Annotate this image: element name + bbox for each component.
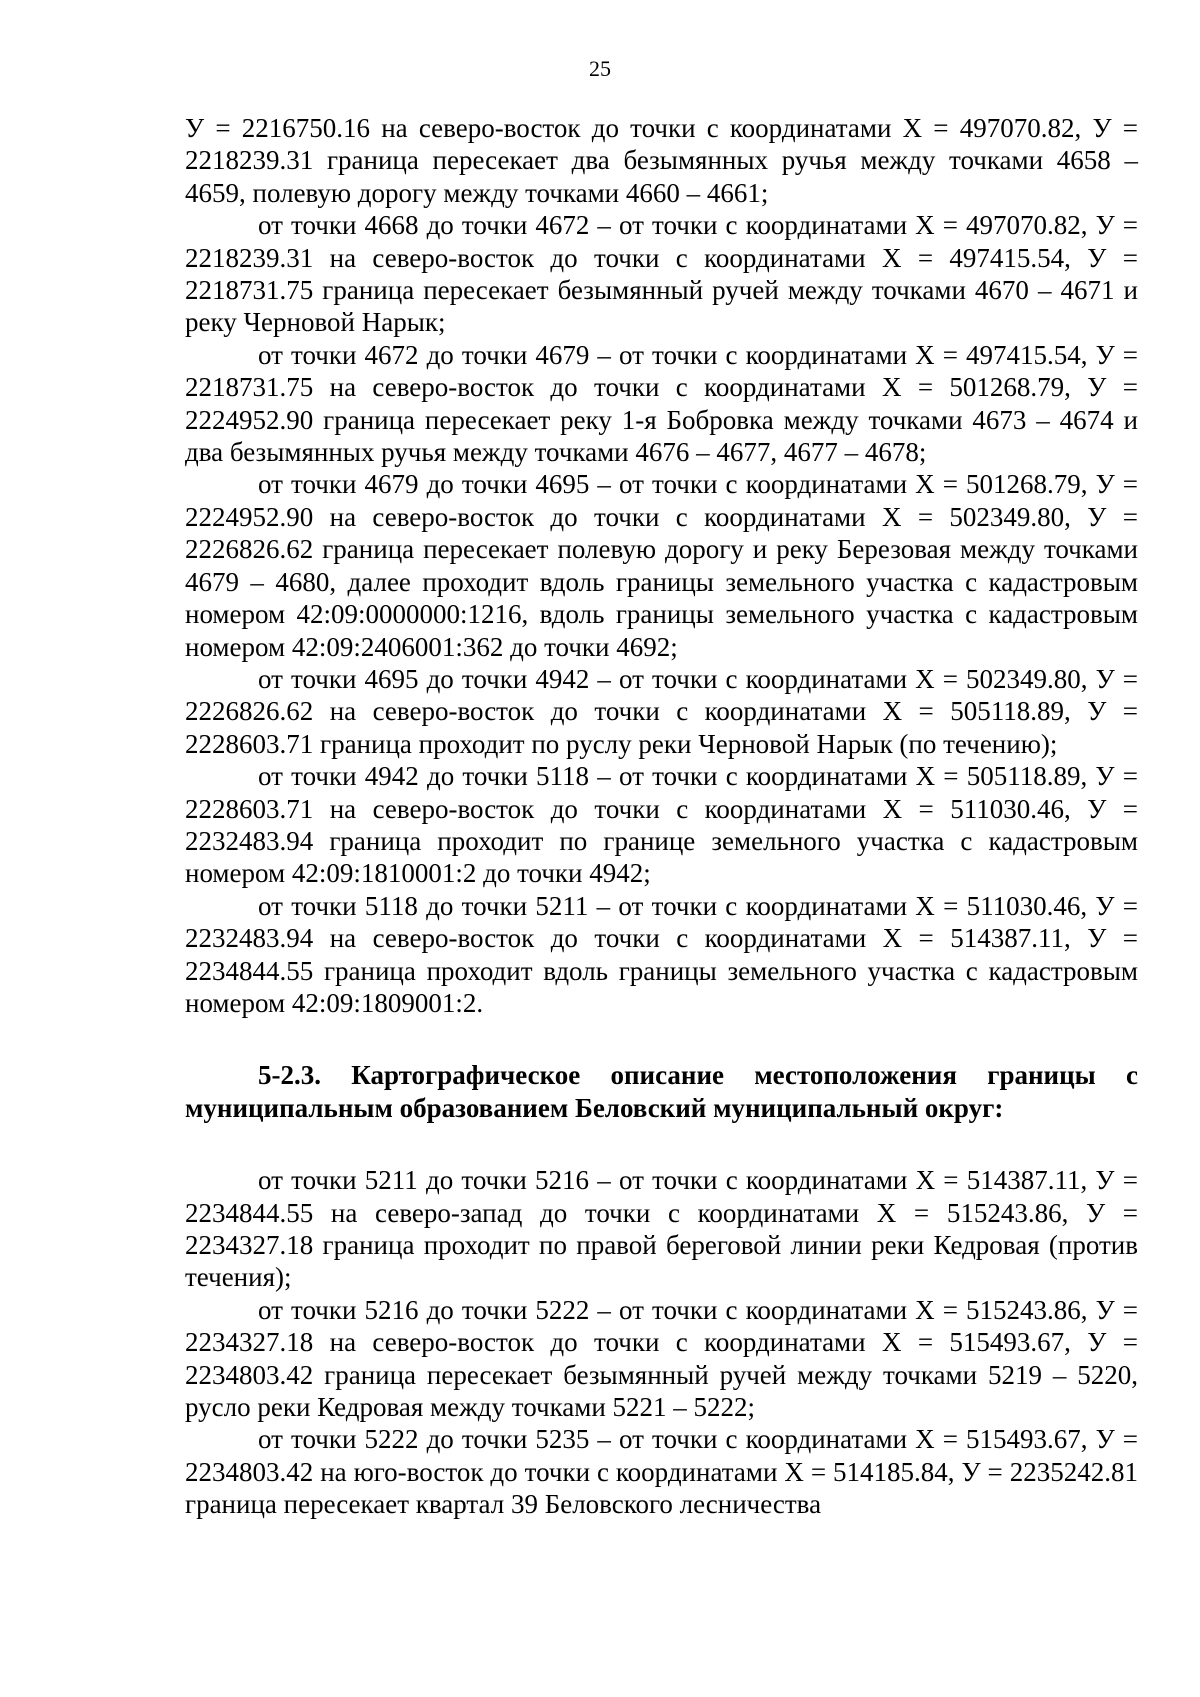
paragraph: от точки 5211 до точки 5216 – от точки с координатами Х = 514387.11, У = 2234844.55 на северо-запад до точки с координатами Х = 515243.86, У = 2234327.18 граница проходит по правой береговой линии реки Кедровая (против течения); xyxy=(185,1165,1138,1293)
paragraph: от точки 4672 до точки 4679 – от точки с координатами Х = 497415.54, У = 2218731.75 на северо-восток до точки с координатами Х = 501268.79, У = 2224952.90 граница пересекает реку 1-я Бобровка между точками 4673 – 4674 и два безымянных ручья между точками 4676 – 4677, 4677 – 4678; xyxy=(185,339,1138,468)
document-body xyxy=(185,112,1138,1521)
paragraph: от точки 4942 до точки 5118 – от точки с координатами Х = 505118.89, У = 2228603.71 на северо-восток до точки с координатами Х = 511030.46, У = 2232483.94 граница проходит по границе земельного участка с кадастровым номером 42:09:1810001:2 до точки 4942; xyxy=(185,761,1138,889)
paragraph: от точки 5216 до точки 5222 – от точки с координатами Х = 515243.86, У = 2234327.18 на северо-восток до точки с координатами Х = 515493.67, У = 2234803.42 граница пересекает безымянный ручей между точками 5219 – 5220, русло реки Кедровая между точками 5221 – 5222; xyxy=(185,1294,1138,1423)
paragraph: от точки 4668 до точки 4672 – от точки с координатами Х = 497070.82, У = 2218239.31 на северо-восток до точки с координатами Х = 497415.54, У = 2218731.75 граница пересекает безымянный ручей между точками 4670 – 4671 и реку Черновой Нарык; xyxy=(185,210,1138,338)
section-heading: 5-2.3. Картографическое описание местоположения границы с муниципальным образованием Беловский муниципальный округ: xyxy=(185,1060,1138,1123)
page-number: 25 xyxy=(589,56,611,81)
paragraph: У = 2216750.16 на северо-восток до точки с координатами Х = 497070.82, У = 2218239.31 граница пересекает два безымянных ручья между точками 4658 – 4659, полевую дорогу между точками 4660 – 4661; xyxy=(185,113,1138,208)
paragraph: от точки 4679 до точки 4695 – от точки с координатами Х = 501268.79, У = 2224952.90 на северо-восток до точки с координатами Х = 502349.80, У = 2226826.62 граница пересекает полевую дорогу и реку Березовая между точками 4679 – 4680, далее проходит вдоль границы земельного участка с кадастровым номером 42:09:0000000:1216, вдоль границы земельного участка с кадастровым номером 42:09:2406001:362 до точки 4692; xyxy=(185,469,1138,662)
paragraph: от точки 5118 до точки 5211 – от точки с координатами Х = 511030.46, У = 2232483.94 на северо-восток до точки с координатами Х = 514387.11, У = 2234844.55 граница проходит вдоль границы земельного участка с кадастровым номером 42:09:1809001:2. xyxy=(185,890,1138,1018)
paragraph: от точки 4695 до точки 4942 – от точки с координатами Х = 502349.80, У = 2226826.62 на северо-восток до точки с координатами Х = 505118.89, У = 2228603.71 граница проходит по руслу реки Черновой Нарык (по течению); xyxy=(185,663,1138,759)
paragraph: от точки 5222 до точки 5235 – от точки с координатами Х = 515493.67, У = 2234803.42 на юго-восток до точки с координатами Х = 514185.84, У = 2235242.81 граница пересекает квартал 39 Беловского лесничества xyxy=(185,1424,1138,1520)
